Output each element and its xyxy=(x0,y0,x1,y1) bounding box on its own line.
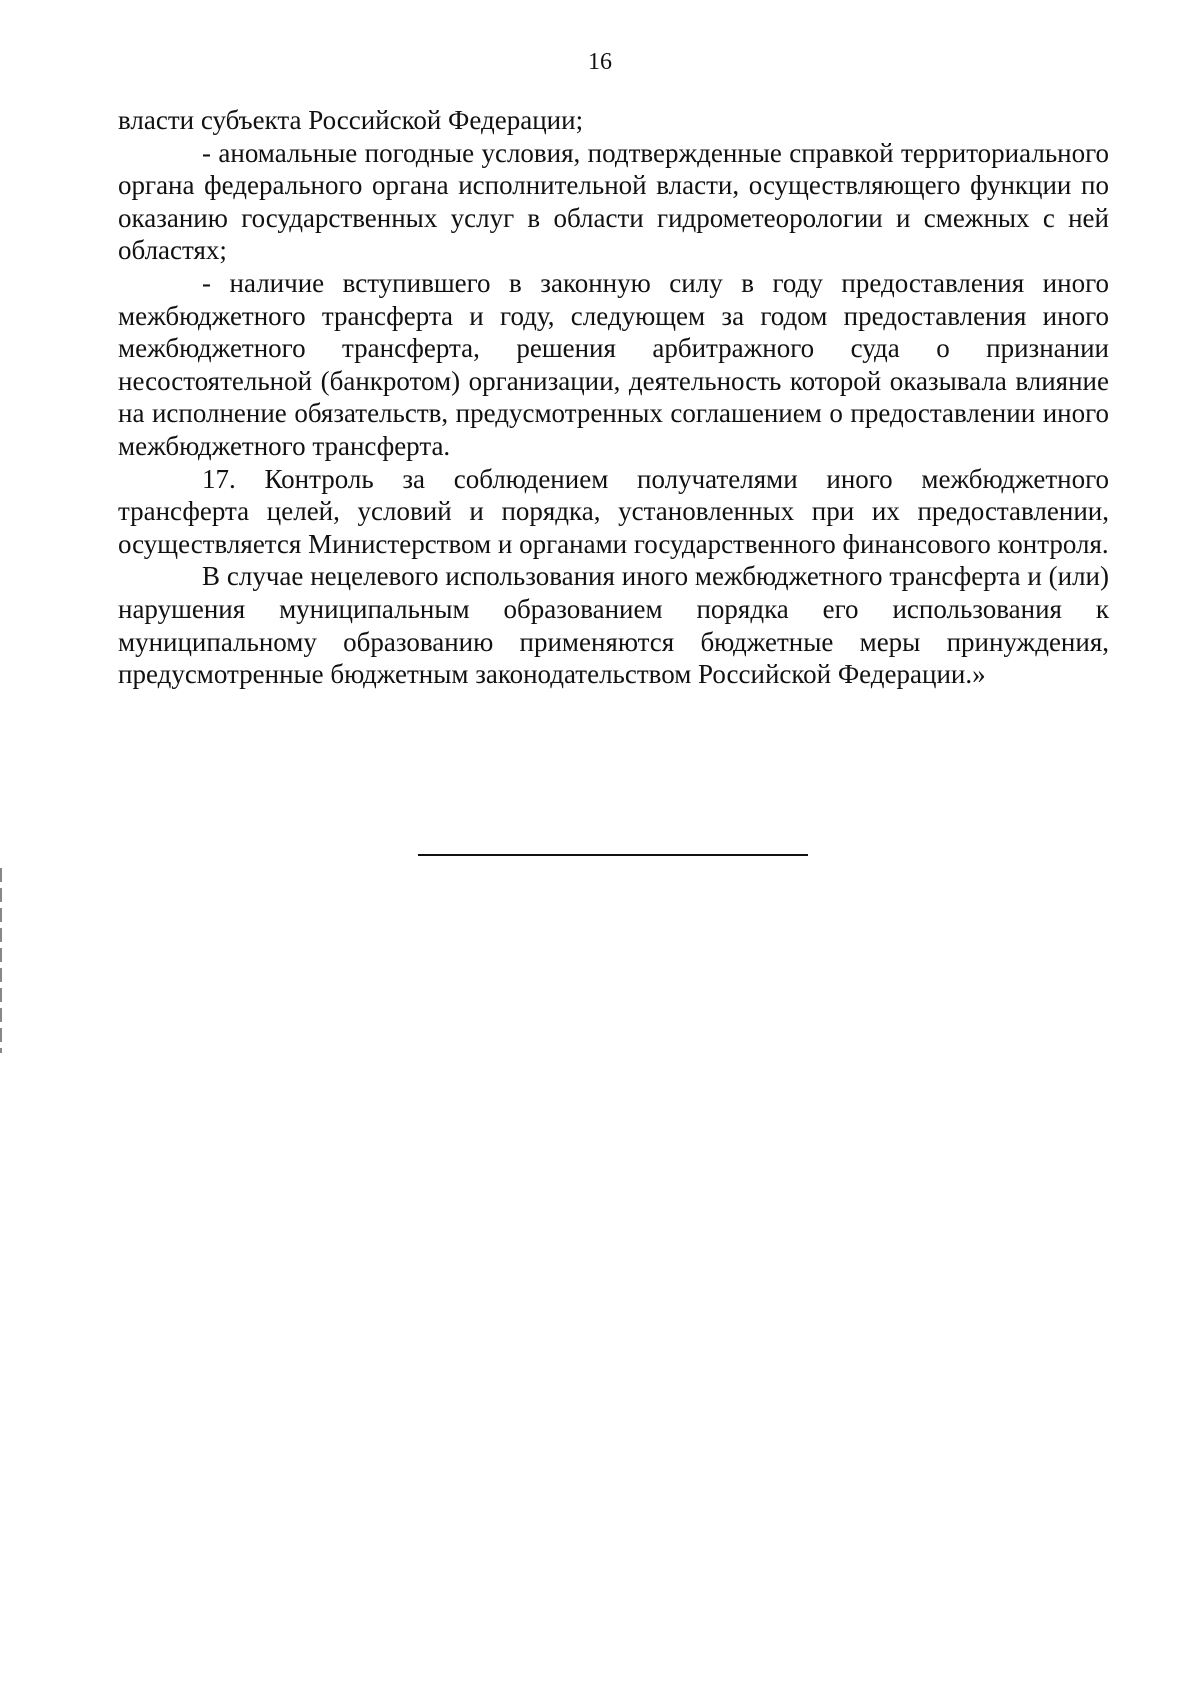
paragraph-section-17-control: 17. Контроль за соблюдением получателями иного межбюджетного трансферта целей, условий и порядка, установленных при их предоставлении, осуществляется Министерством и органами государственного финансового контроля. xyxy=(118,463,1109,559)
paragraph-continuation: власти субъекта Российской Федерации; xyxy=(118,105,584,135)
paragraph-bankruptcy-decision: - наличие вступившего в законную силу в году предоставления иного межбюджетного трансферта и году, следующем за годом предоставления иного межбюджетного трансферта, решения арбитражного суда о признании несостоятельной (банкротом) организации, деятельность которой оказывала влияние на исполнение обязательств, предусмотренных соглашением о предоставлении иного межбюджетного трансферта. xyxy=(118,267,1109,461)
paragraph-weather-conditions: - аномальные погодные условия, подтвержденные справкой территориального органа федерального органа исполнительной власти, осуществляющего функции по оказанию государственных услуг в области гидрометеорологии и смежных с ней областях; xyxy=(118,137,1109,266)
paragraph-misuse-measures: В случае нецелевого использования иного межбюджетного трансферта и (или) нарушения муниципальным образованием порядка его использования к муниципальному образованию применяются бюджетные меры принуждения, предусмотренные бюджетным законодательством Российской Федерации.» xyxy=(118,561,1109,690)
scan-edge-mark xyxy=(0,868,2,1053)
document-body xyxy=(118,104,1109,691)
page-number: 16 xyxy=(588,49,612,75)
closing-rule-divider xyxy=(418,854,808,856)
